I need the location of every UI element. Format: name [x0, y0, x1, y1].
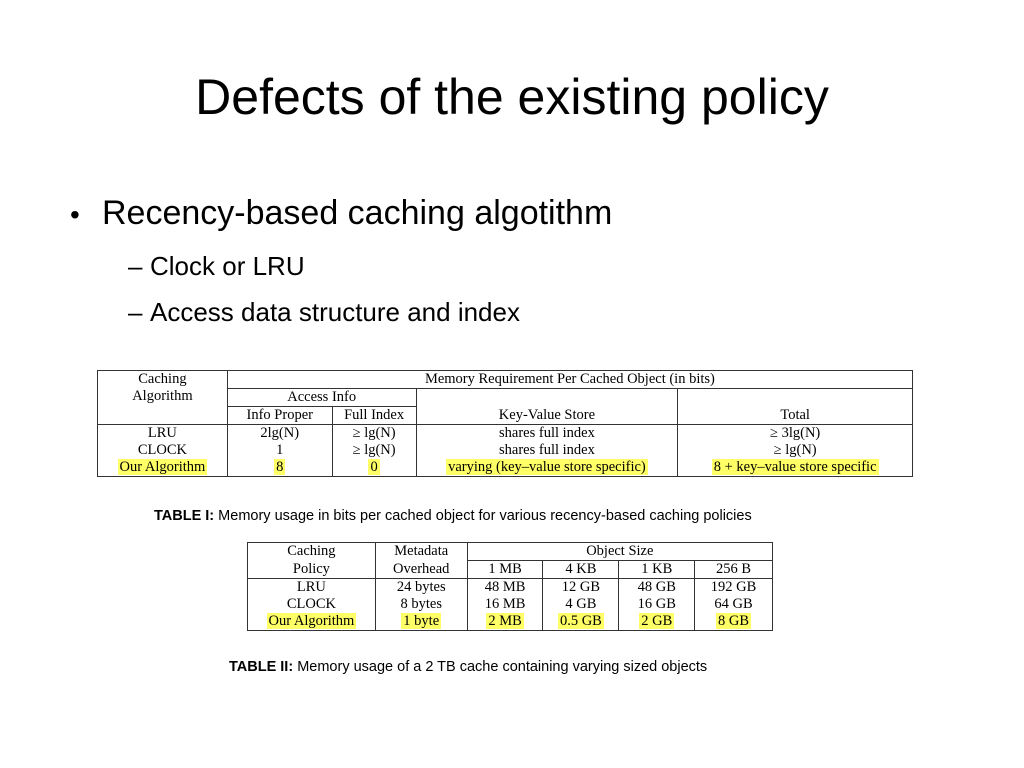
- cell-value: 0.5 GB: [543, 613, 619, 631]
- cell-value: 12 GB: [543, 579, 619, 597]
- cell-info-proper: 2lg(N): [227, 425, 332, 443]
- cell-value: 2 GB: [619, 613, 695, 631]
- caption-text: Memory usage of a 2 TB cache containing varying sized objects: [297, 659, 708, 675]
- cell-kv-store: varying (key–value store specific): [416, 459, 678, 477]
- cell-value: 4 GB: [543, 596, 619, 613]
- header-info-proper: Info Proper: [227, 407, 332, 425]
- cell-value: 16 GB: [619, 596, 695, 613]
- table2-caption: [229, 659, 707, 675]
- table-row: [248, 579, 773, 597]
- cell-policy: CLOCK: [248, 596, 376, 613]
- header-caching-policy: Caching: [248, 543, 376, 561]
- cell-value: 48 GB: [619, 579, 695, 597]
- cell-info-proper: 8: [227, 459, 332, 477]
- cell-value: 64 GB: [695, 596, 773, 613]
- cell-value: 16 MB: [467, 596, 543, 613]
- cell-total: ≥ 3lg(N): [678, 425, 913, 443]
- header-object-size: Object Size: [467, 543, 772, 561]
- header-full-index: Full Index: [332, 407, 416, 425]
- cell-full-index: ≥ lg(N): [332, 425, 416, 443]
- cell-algorithm: LRU: [98, 425, 228, 443]
- caption-text: Memory usage in bits per cached object for various recency-based caching policies: [218, 508, 752, 524]
- cache-size-table: [247, 542, 773, 631]
- header-key-value-store: Key-Value Store: [416, 389, 678, 425]
- cell-value: 192 GB: [695, 579, 773, 597]
- header-size: 1 MB: [467, 561, 543, 579]
- header-caching-algorithm: Caching Algorithm: [98, 371, 228, 425]
- cell-overhead: 1 byte: [375, 613, 467, 631]
- bullet-list: [70, 188, 970, 332]
- cell-value: 48 MB: [467, 579, 543, 597]
- table-row: [98, 425, 913, 443]
- table-row-highlighted: [98, 459, 913, 477]
- cell-full-index: 0: [332, 459, 416, 477]
- dash-icon: –: [128, 251, 143, 281]
- cell-kv-store: shares full index: [416, 425, 678, 443]
- cell-overhead: 24 bytes: [375, 579, 467, 597]
- cell-overhead: 8 bytes: [375, 596, 467, 613]
- table-row: [98, 442, 913, 459]
- sub-bullet: [128, 292, 970, 332]
- caption-label: TABLE I:: [154, 508, 215, 524]
- bullet-main: [70, 188, 970, 240]
- header-memory-requirement: Memory Requirement Per Cached Object (in bits): [227, 371, 912, 389]
- table-row: [248, 596, 773, 613]
- cell-policy: LRU: [248, 579, 376, 597]
- slide-title: Defects of the existing policy: [195, 69, 829, 125]
- cell-info-proper: 1: [227, 442, 332, 459]
- cell-policy: Our Algorithm: [248, 613, 376, 631]
- bullet-main-text: Recency-based caching algotithm: [102, 194, 613, 232]
- cell-total: 8 + key–value store specific: [678, 459, 913, 477]
- table1-caption: [154, 508, 752, 524]
- header-size: 4 KB: [543, 561, 619, 579]
- sub-bullet-text: Clock or LRU: [150, 251, 305, 281]
- bullet-dot-icon: •: [70, 199, 80, 230]
- cell-algorithm: Our Algorithm: [98, 459, 228, 477]
- dash-icon: –: [128, 297, 143, 327]
- cell-total: ≥ lg(N): [678, 442, 913, 459]
- header-total: Total: [678, 389, 913, 425]
- header-caching-policy-2: Policy: [248, 561, 376, 579]
- sub-bullet-text: Access data structure and index: [150, 297, 520, 327]
- caption-label: TABLE II:: [229, 659, 294, 675]
- memory-requirement-table: [97, 370, 913, 477]
- header-size: 256 B: [695, 561, 773, 579]
- header-size: 1 KB: [619, 561, 695, 579]
- cell-kv-store: shares full index: [416, 442, 678, 459]
- header-overhead: Overhead: [375, 561, 467, 579]
- header-access-info: Access Info: [227, 389, 416, 407]
- table-row-highlighted: [248, 613, 773, 631]
- header-metadata: Metadata: [375, 543, 467, 561]
- cell-value: 2 MB: [467, 613, 543, 631]
- cell-algorithm: CLOCK: [98, 442, 228, 459]
- cell-full-index: ≥ lg(N): [332, 442, 416, 459]
- sub-bullet: [128, 246, 970, 286]
- cell-value: 8 GB: [695, 613, 773, 631]
